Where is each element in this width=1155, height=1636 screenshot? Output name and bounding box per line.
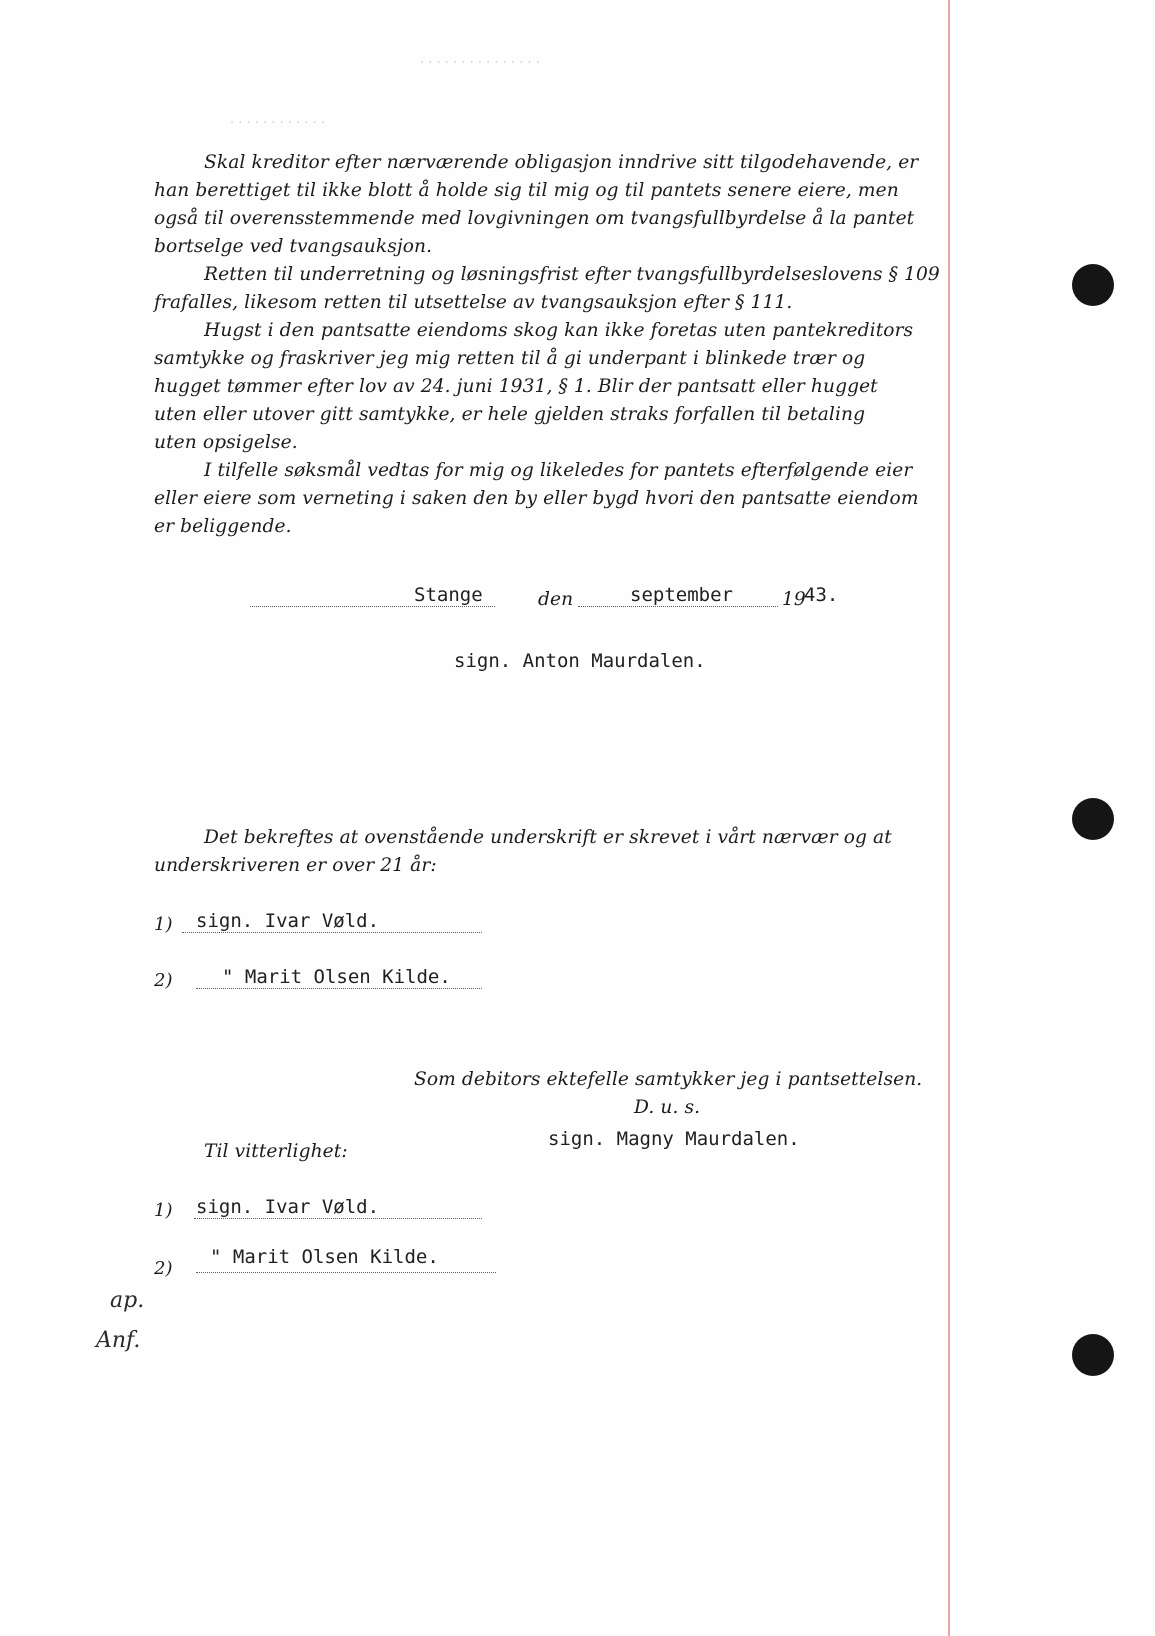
paragraph-line: er beliggende.: [154, 516, 292, 537]
debtor-signature: sign. Anton Maurdalen.: [454, 650, 706, 672]
witness-signature: sign. Ivar Vøld.: [196, 1196, 380, 1218]
paragraph-line: Retten til underretning og løsningsfrist efter tvangsfullbyrdelseslovens § 109: [204, 264, 940, 285]
date-dotline: [578, 606, 778, 607]
margin-annotation: ap.: [110, 1288, 145, 1313]
spouse-consent-text: Som debitors ektefelle samtykker jeg i pantsettelsen.: [414, 1069, 923, 1090]
binder-hole-icon: [1072, 264, 1114, 306]
margin-annotation: Anf.: [96, 1328, 141, 1353]
faint-header-text-2: . . . . . . . . . . . .: [230, 112, 326, 127]
binder-hole-icon: [1072, 1334, 1114, 1376]
month-field: september: [630, 584, 733, 606]
witness-signature: " Marit Olsen Kilde.: [222, 966, 451, 988]
paragraph-line: frafalles, likesom retten til utsettelse av tvangsauksjon efter § 111.: [154, 292, 793, 313]
witness-signature: sign. Ivar Vøld.: [196, 910, 380, 932]
binder-hole-icon: [1072, 798, 1114, 840]
witness-dotline: [194, 1218, 482, 1219]
faint-header-text: . . . . . . . . . . . . . . .: [420, 52, 540, 67]
paragraph-line: Skal kreditor efter nærværende obligasjon inndrive sitt tilgodehavende, er: [204, 152, 919, 173]
confirmation-line: underskriveren er over 21 år:: [154, 855, 437, 876]
witness-dotline: [182, 932, 482, 933]
witness-dotline: [196, 988, 482, 989]
spouse-signature: sign. Magny Maurdalen.: [548, 1128, 800, 1150]
paragraph-line: uten opsigelse.: [154, 432, 298, 453]
place-field: Stange: [414, 584, 483, 606]
confirmation-line: Det bekreftes at ovenstående underskrift er skrevet i vårt nærvær og at: [204, 827, 892, 848]
paragraph-line: samtykke og fraskriver jeg mig retten til å gi underpant i blinkede trær og: [154, 348, 866, 369]
witness-number: 1): [154, 1200, 173, 1221]
witness-signature: " Marit Olsen Kilde.: [210, 1246, 439, 1268]
paragraph-line: bortselge ved tvangsauksjon.: [154, 236, 433, 257]
year-field: 43.: [804, 584, 839, 606]
witness-number: 2): [154, 1258, 173, 1279]
year-prefix: 19: [782, 589, 806, 610]
witness-dotline: [196, 1272, 496, 1273]
paragraph-line: hugget tømmer efter lov av 24. juni 1931, § 1. Blir der pantsatt eller hugget: [154, 376, 878, 397]
paragraph-line: eller eiere som verneting i saken den by eller bygd hvori den pantsatte eiendom: [154, 488, 919, 509]
den-label: den: [538, 589, 574, 610]
witness-number: 2): [154, 970, 173, 991]
witness-number: 1): [154, 914, 173, 935]
til-vitterlighet-label: Til vitterlighet:: [204, 1141, 348, 1162]
paragraph-line: Hugst i den pantsatte eiendoms skog kan ikke foretas uten pantekreditors: [204, 320, 914, 341]
place-dotline: [250, 606, 495, 607]
red-margin-line: [948, 0, 950, 1636]
dus-text: D. u. s.: [634, 1097, 701, 1118]
paragraph-line: uten eller utover gitt samtykke, er hele gjelden straks forfallen til betaling: [154, 404, 866, 425]
paragraph-line: han berettiget til ikke blott å holde sig til mig og til pantets senere eiere, men: [154, 180, 899, 201]
paragraph-line: I tilfelle søksmål vedtas for mig og likeledes for pantets efterfølgende eier: [204, 460, 913, 481]
paragraph-line: også til overensstemmende med lovgivningen om tvangsfullbyrdelse å la pantet: [154, 208, 915, 229]
